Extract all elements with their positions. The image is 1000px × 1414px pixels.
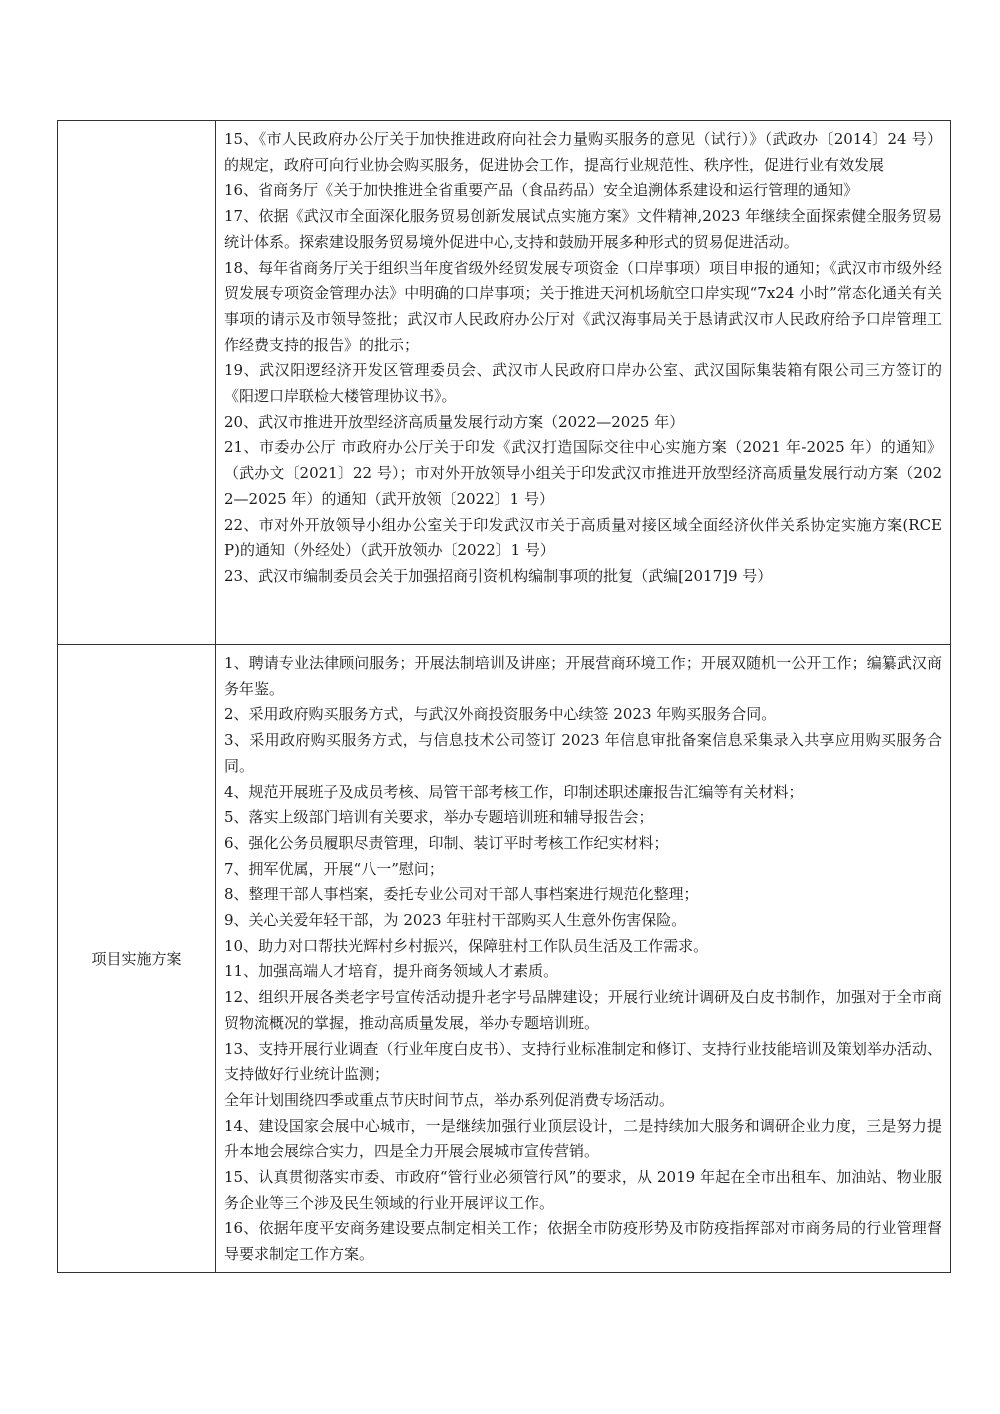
list-item: 8、整理干部人事档案，委托专业公司对干部人事档案进行规范化整理； bbox=[224, 885, 699, 904]
list-item: 3、采用政府购买服务方式，与信息技术公司签订 2023 年信息审批备案信息采集录入共享应用购买服务合同。 bbox=[224, 731, 942, 775]
list-item: 20、武汉市推进开放型经济高质量发展行动方案（2022—2025 年） bbox=[224, 412, 685, 431]
list-item: 15、认真贯彻落实市委、市政府“管行业必须管行风”的要求，从 2019 年起在全市出租车、加油站、物业服务企业等三个涉及民生领域的行业开展评议工作。 bbox=[224, 1168, 942, 1212]
table-row-implementation-plan bbox=[58, 645, 951, 1273]
list-item: 9、关心关爱年轻干部，为 2023 年驻村干部购买人生意外伤害保险。 bbox=[224, 911, 687, 930]
list-item: 10、助力对口帮扶光辉村乡村振兴，保障驻村工作队员生活及工作需求。 bbox=[224, 936, 709, 955]
list-item: 14、建设国家会展中心城市，一是继续加强行业顶层设计，二是持续加大服务和调研企业力度，三是努力提升本地会展综合实力，四是全力开展会展城市宣传营销。 bbox=[224, 1116, 942, 1161]
list-item: 2、采用政府购买服务方式，与武汉外商投资服务中心续签 2023 年购买服务合同。 bbox=[224, 705, 777, 724]
budget-table bbox=[57, 120, 951, 1273]
list-item: 全年计划围绕四季或重点节庆时间节点，举办系列促消费专场活动。 bbox=[224, 1090, 675, 1109]
list-item: 15、《市人民政府办公厅关于加快推进政府向社会力量购买服务的意见（试行）》（武政办〔2014〕24 号）的规定，政府可向行业协会购买服务，促进协会工作，提高行业规范性、秩序性，促进行业有效发展 bbox=[224, 130, 942, 174]
list-item: 23、武汉市编制委员会关于加强招商引资机构编制事项的批复（武编[2017]9 号） bbox=[224, 566, 773, 585]
list-item: 7、拥军优属，开展“八一”慰问； bbox=[224, 859, 444, 878]
list-item: 17、依据《武汉市全面深化服务贸易创新发展试点实施方案》文件精神,2023 年继续全面探索健全服务贸易统计体系。探索建设服务贸易境外促进中心,支持和鼓励开展多种形式的贸易促进活动。 bbox=[224, 207, 942, 251]
list-item: 13、支持开展行业调查（行业年度白皮书）、支持行业标准制定和修订、支持行业技能培训及策划举办活动、支持做好行业统计监测； bbox=[224, 1039, 942, 1084]
row-content bbox=[216, 645, 951, 1273]
list-item: 12、组织开展各类老字号宣传活动提升老字号品牌建设；开展行业统计调研及白皮书制作，加强对于全市商贸物流概况的掌握，推动高质量发展，举办专题培训班。 bbox=[224, 988, 942, 1032]
list-item: 6、强化公务员履职尽责管理，印制、装订平时考核工作纪实材料； bbox=[224, 833, 669, 852]
list-item: 1、聘请专业法律顾问服务；开展法制培训及讲座；开展营商环境工作；开展双随机一公开工作；编纂武汉商务年鉴。 bbox=[224, 654, 942, 698]
list-item: 18、每年省商务厅关于组织当年度省级外经贸发展专项资金（口岸事项）项目申报的通知；《武汉市市级外经贸发展专项资金管理办法》中明确的口岸事项；关于推进天河机场航空口岸实现“7x24 小时”常态化通关有关事项的请示及市领导签批；武汉市人民政府办公厅对《武汉海事局关于恳请武汉市人民政府给予口岸管理工作经费支持的报告》的批示； bbox=[224, 258, 942, 354]
table-row-policy-basis bbox=[58, 121, 951, 645]
list-item: 21、市委办公厅 市政府办公厅关于印发《武汉打造国际交往中心实施方案（2021 年-2025 年）的通知》（武办文〔2021〕22 号）；市对外开放领导小组关于印发武汉市推进开放型经济高质量发展行动方案（2022—2025 年）的通知（武开放领〔2022〕1 号） bbox=[224, 438, 942, 508]
row-label: 项目实施方案 bbox=[58, 645, 216, 1273]
list-item: 4、规范开展班子及成员考核、局管干部考核工作，印制述职述廉报告汇编等有关材料； bbox=[224, 782, 804, 801]
list-item: 16、省商务厅《关于加快推进全省重要产品（食品药品）安全追溯体系建设和运行管理的通知》 bbox=[224, 181, 859, 200]
row-content bbox=[216, 121, 951, 645]
row-label bbox=[58, 121, 216, 645]
list-item: 11、加强高端人才培育，提升商务领域人才素质。 bbox=[224, 962, 559, 981]
list-item: 5、落实上级部门培训有关要求，举办专题培训班和辅导报告会； bbox=[224, 808, 654, 827]
list-item: 22、市对外开放领导小组办公室关于印发武汉市关于高质量对接区域全面经济伙伴关系协定实施方案(RCEP)的通知（外经处）（武开放领办〔2022〕1 号） bbox=[224, 515, 942, 560]
list-item: 16、依据年度平安商务建设要点制定相关工作；依据全市防疫形势及市防疫指挥部对市商务局的行业管理督导要求制定工作方案。 bbox=[224, 1219, 942, 1264]
list-item: 19、武汉阳逻经济开发区管理委员会、武汉市人民政府口岸办公室、武汉国际集装箱有限公司三方签订的《阳逻口岸联检大楼管理协议书》。 bbox=[224, 361, 942, 406]
